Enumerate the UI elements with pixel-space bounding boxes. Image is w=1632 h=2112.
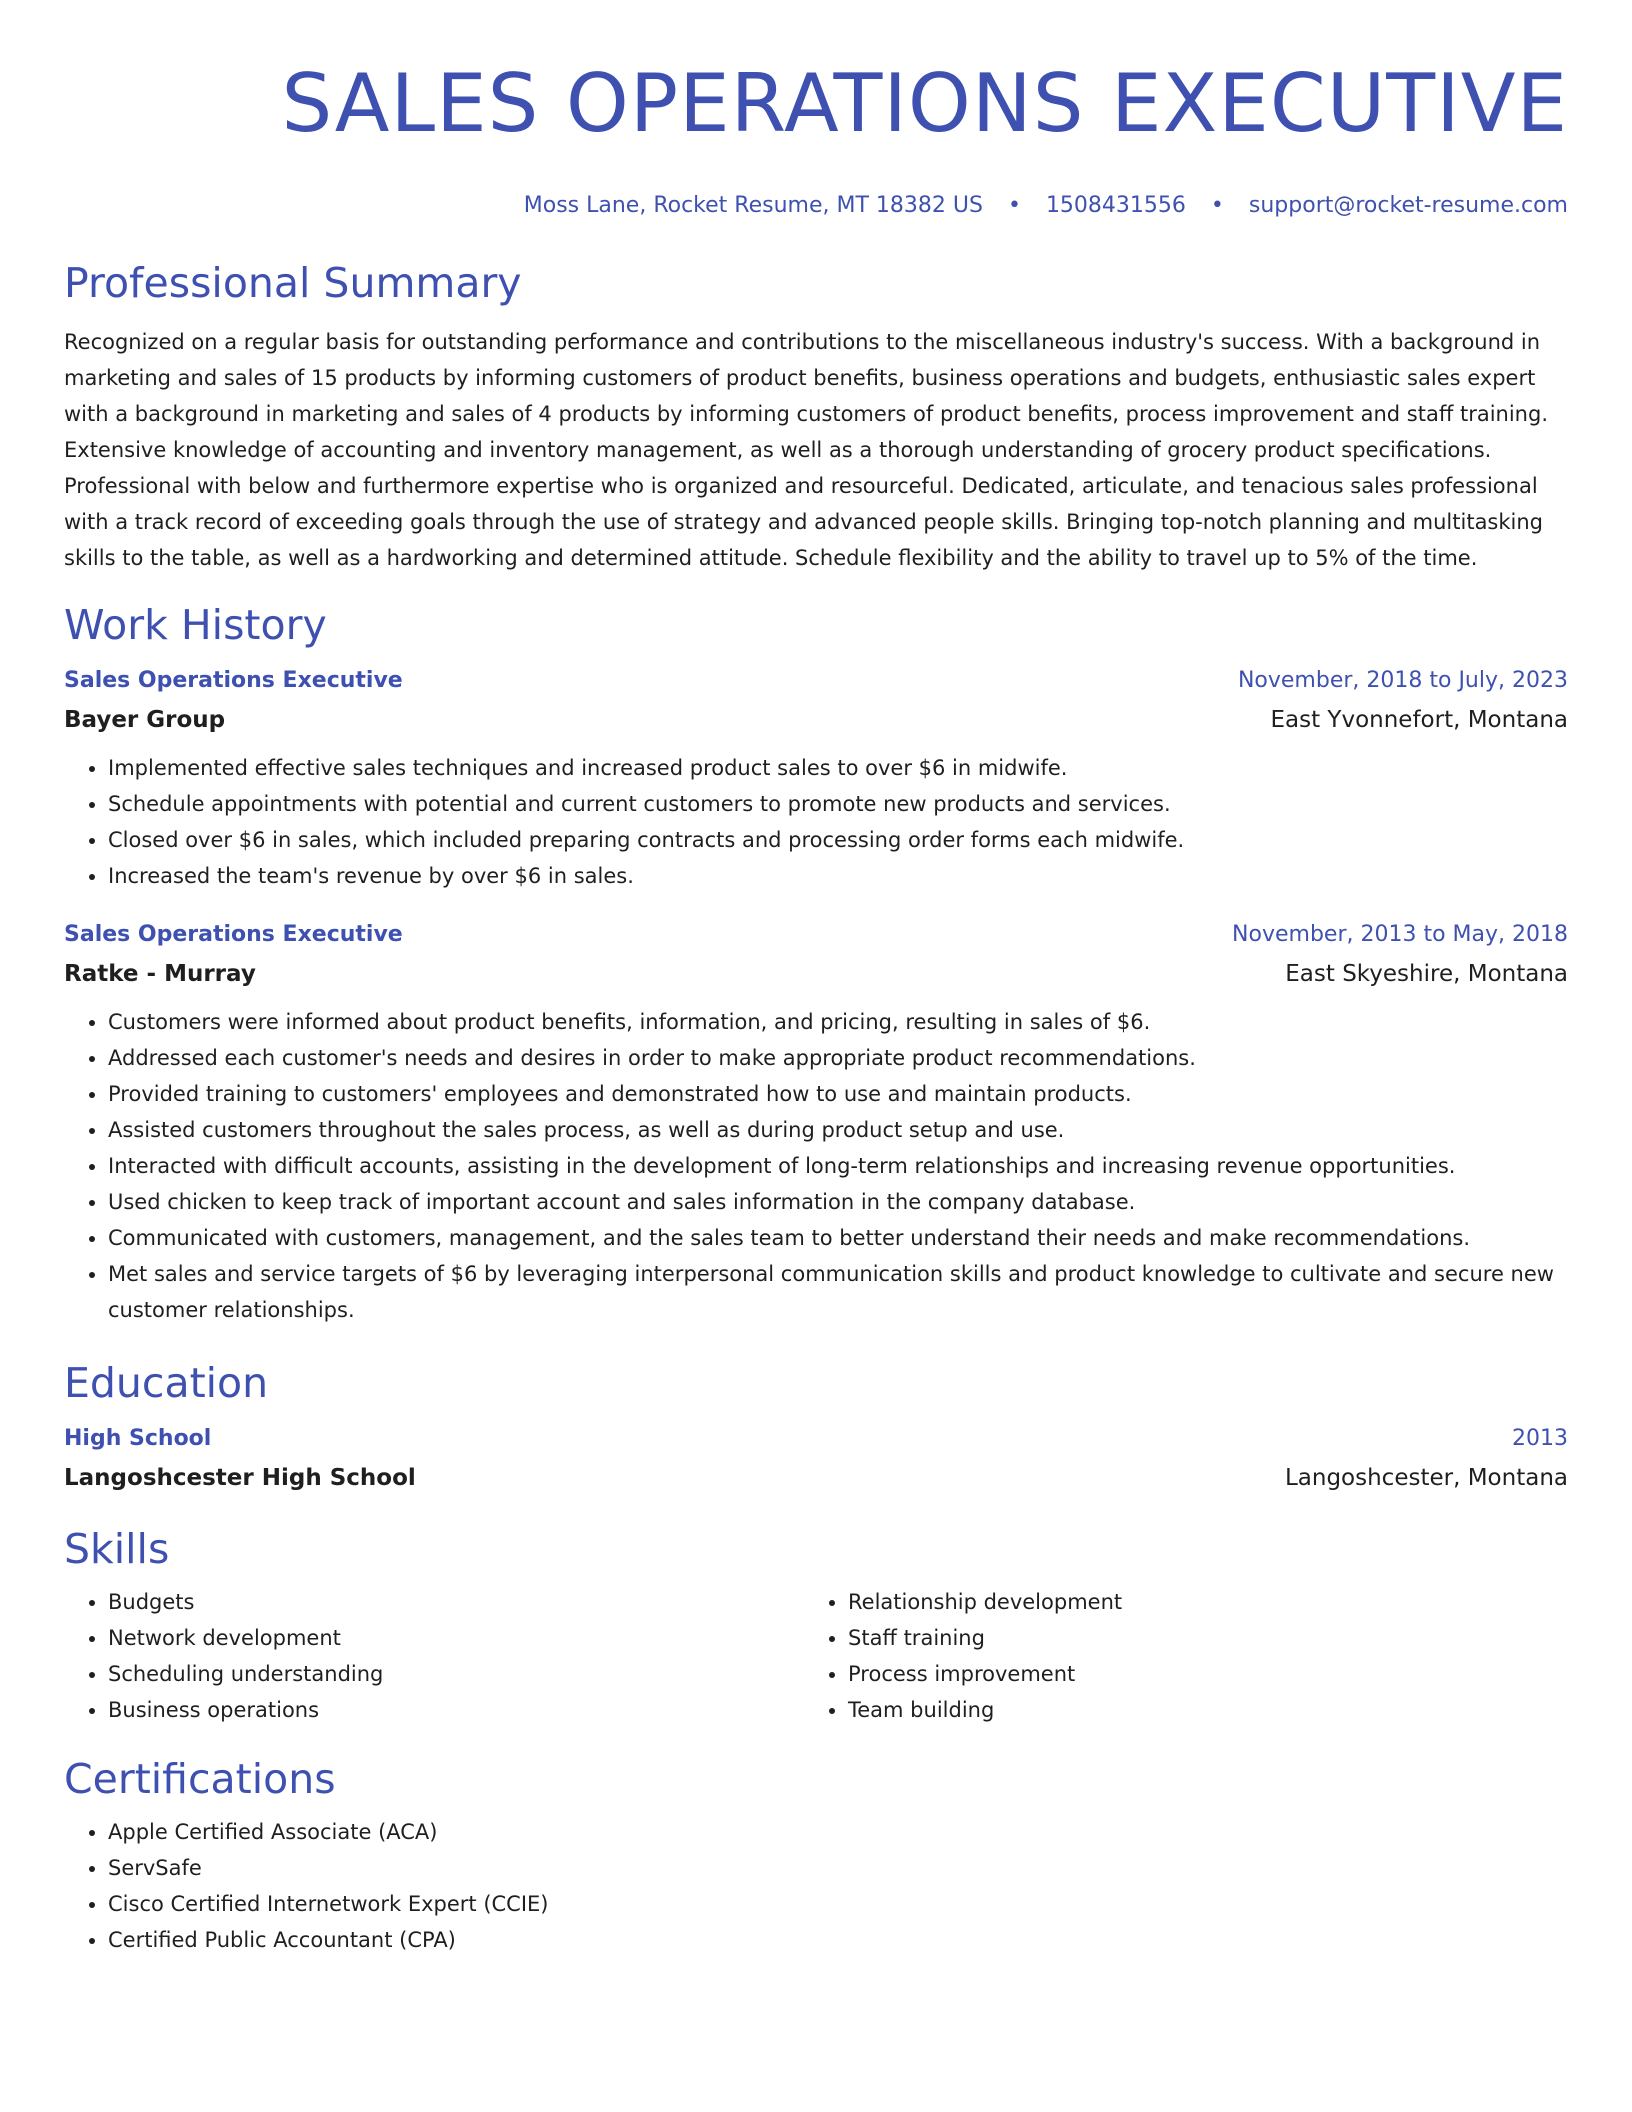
job-dates: November, 2013 to May, 2018 [1232, 922, 1568, 947]
list-item: • Addressed each customer's needs and desires in order to make appropriate product recommendations. [108, 1040, 1568, 1076]
job-entry [64, 916, 1568, 1328]
list-item: • Customers were informed about product benefits, information, and pricing, resulting in sales of $6. [108, 1004, 1568, 1040]
job-bullets [64, 750, 1568, 894]
education-school: Langoshcester High School [64, 1465, 416, 1491]
job-bullets [64, 1004, 1568, 1328]
education-location: Langoshcester, Montana [1284, 1465, 1568, 1491]
skills-column-left [64, 1584, 804, 1728]
education-heading: Education [64, 1359, 269, 1407]
list-item: • Budgets [108, 1584, 804, 1620]
list-item: • Network development [108, 1620, 804, 1656]
list-item: • Cisco Certified Internetwork Expert (CCIE) [108, 1886, 1568, 1922]
list-item: • Team building [848, 1692, 1544, 1728]
contact-phone: 1508431556 [1045, 193, 1186, 218]
certifications-section [64, 1754, 1568, 1958]
list-item: • Communicated with customers, management, and the sales team to better understand their needs and make recommendations. [108, 1220, 1568, 1256]
summary-section [64, 258, 1568, 576]
job-location: East Yvonnefort, Montana [1270, 707, 1568, 733]
list-item: • Schedule appointments with potential and current customers to promote new products and services. [108, 786, 1568, 822]
contact-line [64, 192, 1568, 220]
contact-address: Moss Lane, Rocket Resume, MT 18382 US [523, 193, 983, 218]
contact-separator: • [1210, 193, 1224, 218]
skills-heading: Skills [64, 1525, 170, 1573]
certifications-list [64, 1814, 1568, 1958]
education-degree: High School [64, 1426, 212, 1451]
list-item: • Closed over $6 in sales, which included preparing contracts and processing order forms each midwife. [108, 822, 1568, 858]
job-dates: November, 2018 to July, 2023 [1237, 668, 1568, 693]
list-item: • Scheduling understanding [108, 1656, 804, 1692]
list-item: • Staff training [848, 1620, 1544, 1656]
work-history-section [64, 600, 1568, 1328]
certifications-heading: Certifications [64, 1755, 336, 1803]
job-role: Sales Operations Executive [64, 668, 403, 693]
list-item: • Assisted customers throughout the sales process, as well as during product setup and use. [108, 1112, 1568, 1148]
list-item: • Increased the team's revenue by over $6 in sales. [108, 858, 1568, 894]
summary-heading: Professional Summary [64, 259, 522, 307]
work-history-heading: Work History [64, 601, 327, 649]
skills-section [64, 1524, 1568, 1728]
list-item: • ServSafe [108, 1850, 1568, 1886]
resume-title: SALES OPERATIONS EXECUTIVE [281, 57, 1568, 150]
summary-text: Recognized on a regular basis for outstanding performance and contributions to the miscellaneous industry's success. With a background in marketing and sales of 15 products by informing customers of product benefits, business operations and budgets, enthusiastic sales expert with a background in marketing and sales of 4 products by informing customers of product benefits, process improvement and staff training. Extensive knowledge of accounting and inventory management, as well as a thorough understanding of grocery product specifications. Professional with below and furthermore expertise who is organized and resourceful. Dedicated, articulate, and tenacious sales professional with a track record of exceeding goals through the use of strategy and advanced people skills. Bringing top-notch planning and multitasking skills to the table, as well as a hardworking and determined attitude. Schedule flexibility and the ability to travel up to 5% of the time. [64, 330, 1548, 570]
list-item: • Certified Public Accountant (CPA) [108, 1922, 1568, 1958]
contact-email: support@rocket-resume.com [1248, 193, 1568, 218]
skills-grid [64, 1584, 1568, 1728]
list-item: • Met sales and service targets of $6 by leveraging interpersonal communication skills and product knowledge to cultivate and secure new customer relationships. [108, 1256, 1568, 1328]
education-year: 2013 [1512, 1426, 1568, 1451]
skills-column-right [804, 1584, 1544, 1728]
list-item: • Provided training to customers' employees and demonstrated how to use and maintain products. [108, 1076, 1568, 1112]
job-company: Bayer Group [64, 707, 226, 733]
job-entry [64, 662, 1568, 894]
job-location: East Skyeshire, Montana [1285, 961, 1568, 987]
list-item: • Used chicken to keep track of important account and sales information in the company database. [108, 1184, 1568, 1220]
education-section [64, 1358, 1568, 1498]
list-item: • Relationship development [848, 1584, 1544, 1620]
list-item: • Apple Certified Associate (ACA) [108, 1814, 1568, 1850]
list-item: • Implemented effective sales techniques and increased product sales to over $6 in midwife. [108, 750, 1568, 786]
list-item: • Interacted with difficult accounts, assisting in the development of long-term relationships and increasing revenue opportunities. [108, 1148, 1568, 1184]
job-company: Ratke - Murray [64, 961, 256, 987]
job-role: Sales Operations Executive [64, 922, 403, 947]
contact-separator: • [1007, 193, 1021, 218]
list-item: • Business operations [108, 1692, 804, 1728]
list-item: • Process improvement [848, 1656, 1544, 1692]
